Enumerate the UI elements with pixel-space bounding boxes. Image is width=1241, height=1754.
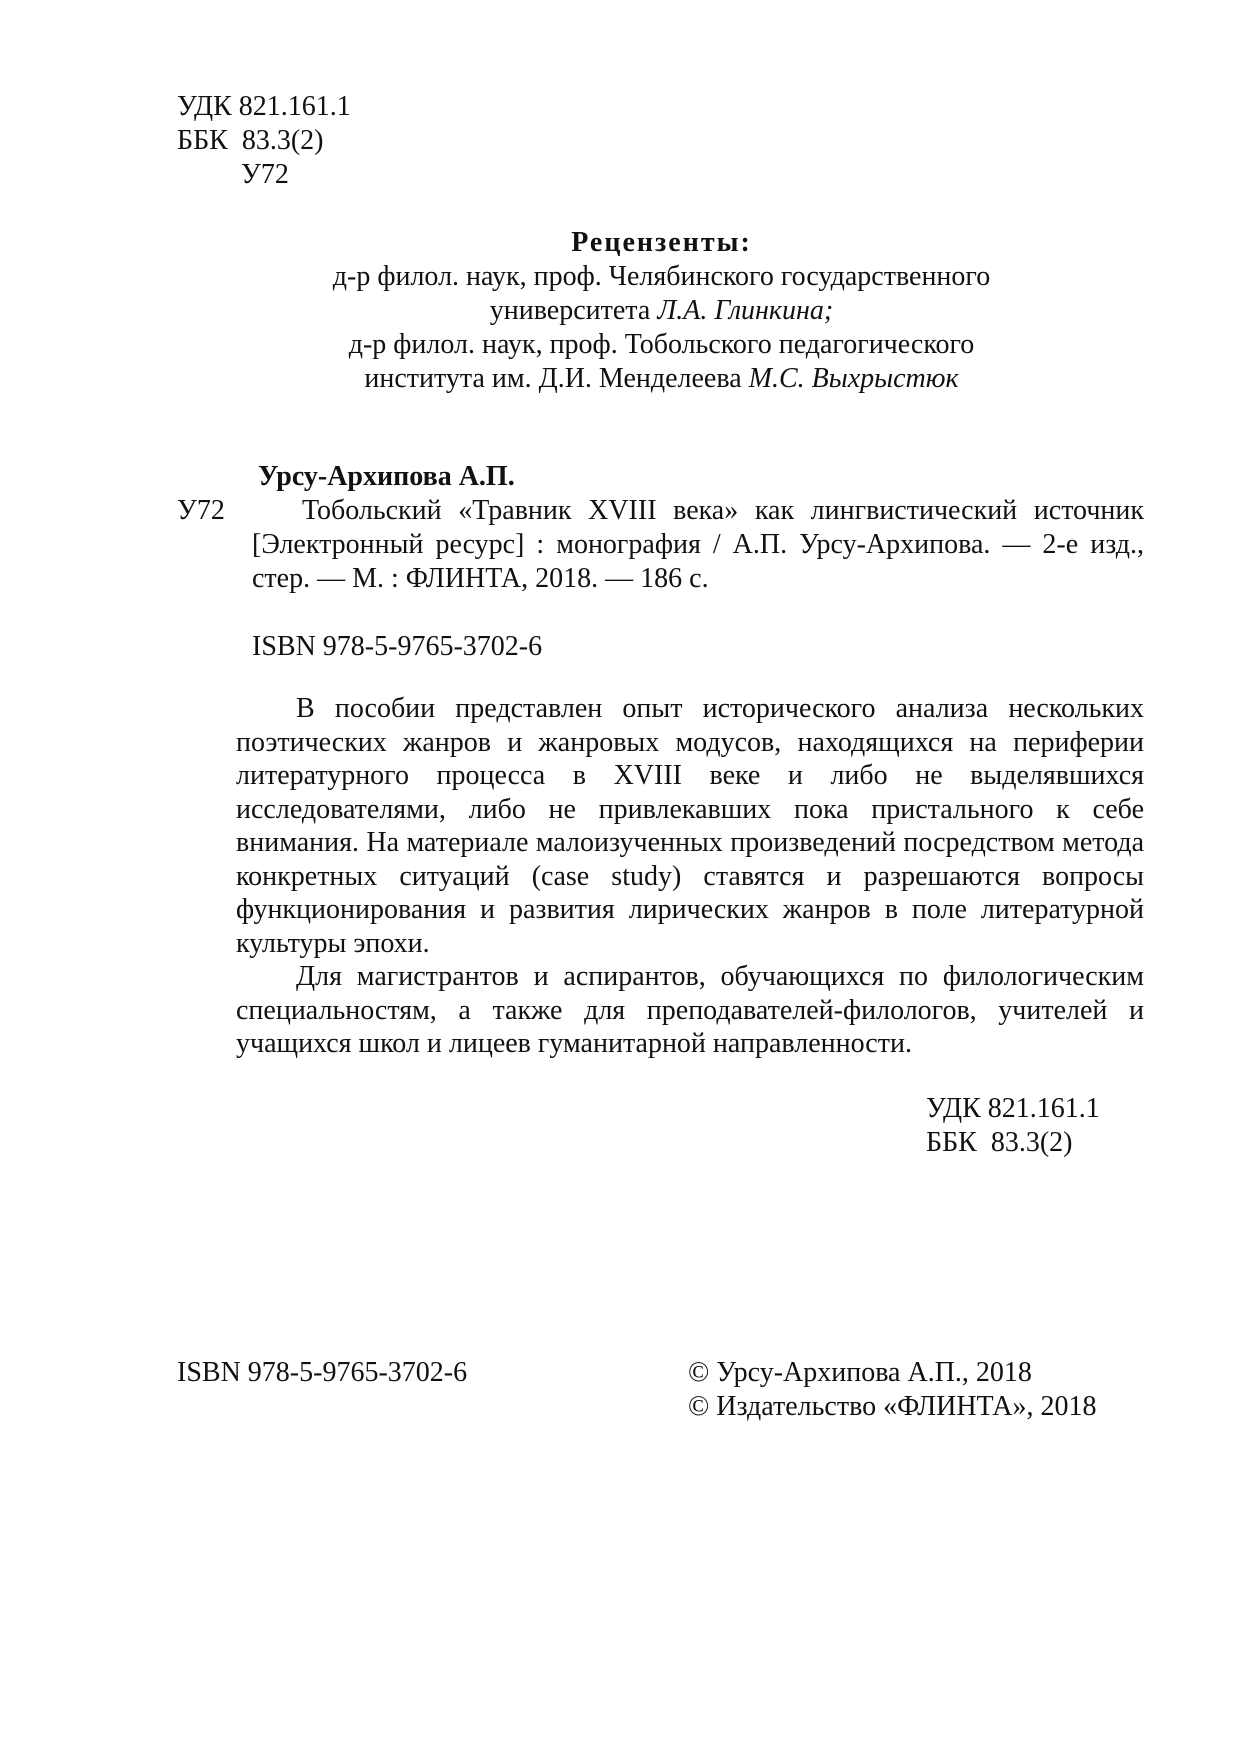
entry-author: Урсу-Архипова А.П.	[258, 461, 515, 492]
reviewer-2-line-1: д-р филол. наук, проф. Тобольского педагогического	[348, 329, 975, 360]
annotation-paragraph-1: В пособии представлен опыт исторического анализа нескольких поэтических жанров и жанровых модусов, находящихся на периферии литературного процесса в XVIII веке и либо не выделявшихся исследователями, либо не привлекавших пока пристального к себе внимания. На материале малоизученных произведений посредством метода конкретных ситуаций (case study) ставятся и разрешаются вопросы функционирования и развития лирических жанров в поле литературной культуры эпохи.	[236, 693, 1144, 959]
author-mark-top: У72	[241, 159, 289, 190]
entry-description: Тобольский «Травник XVIII века» как лингвистический источник [Электронный ресурс] : монография / А.П. Урсу-Архипова. — 2-е изд., стер. — М. : ФЛИНТА, 2018. — 186 с.	[252, 495, 1144, 594]
reviewers-block	[230, 226, 1093, 396]
annotation	[236, 692, 1144, 1061]
annotation-paragraph-2: Для магистрантов и аспирантов, обучающихся по филологическим специальностям, а также для преподавателей-филологов, учителей и учащихся школ и лицеев гуманитарной направленности.	[236, 961, 1144, 1059]
copyright-author: © Урсу-Архипова А.П., 2018	[688, 1357, 1032, 1388]
reviewer-1-line-1: д-р филол. наук, проф. Челябинского государственного	[332, 261, 991, 292]
reviewer-1-affiliation: университета	[489, 295, 658, 326]
copyright-publisher: © Издательство «ФЛИНТА», 2018	[688, 1391, 1097, 1422]
footer-isbn: ISBN 978-5-9765-3702-6	[177, 1357, 468, 1388]
udk-code-top: УДК 821.161.1	[177, 91, 351, 122]
entry-author-mark: У72	[177, 495, 225, 526]
reviewer-1-line-2	[230, 294, 1093, 328]
entry-isbn: ISBN 978-5-9765-3702-6	[252, 631, 543, 662]
reviewer-2-line-2	[230, 362, 1093, 396]
reviewer-1-name: Л.А. Глинкина;	[657, 295, 834, 326]
bbk-code-top: ББК 83.3(2)	[177, 125, 324, 156]
bbk-code-bottom: ББК 83.3(2)	[926, 1127, 1073, 1158]
udk-code-bottom: УДК 821.161.1	[926, 1093, 1100, 1124]
reviewer-2-affiliation: института им. Д.И. Менделеева	[364, 363, 749, 394]
reviewer-2-name: М.С. Выхрыстюк	[748, 363, 959, 394]
reviewers-heading: Рецензенты:	[571, 227, 752, 258]
